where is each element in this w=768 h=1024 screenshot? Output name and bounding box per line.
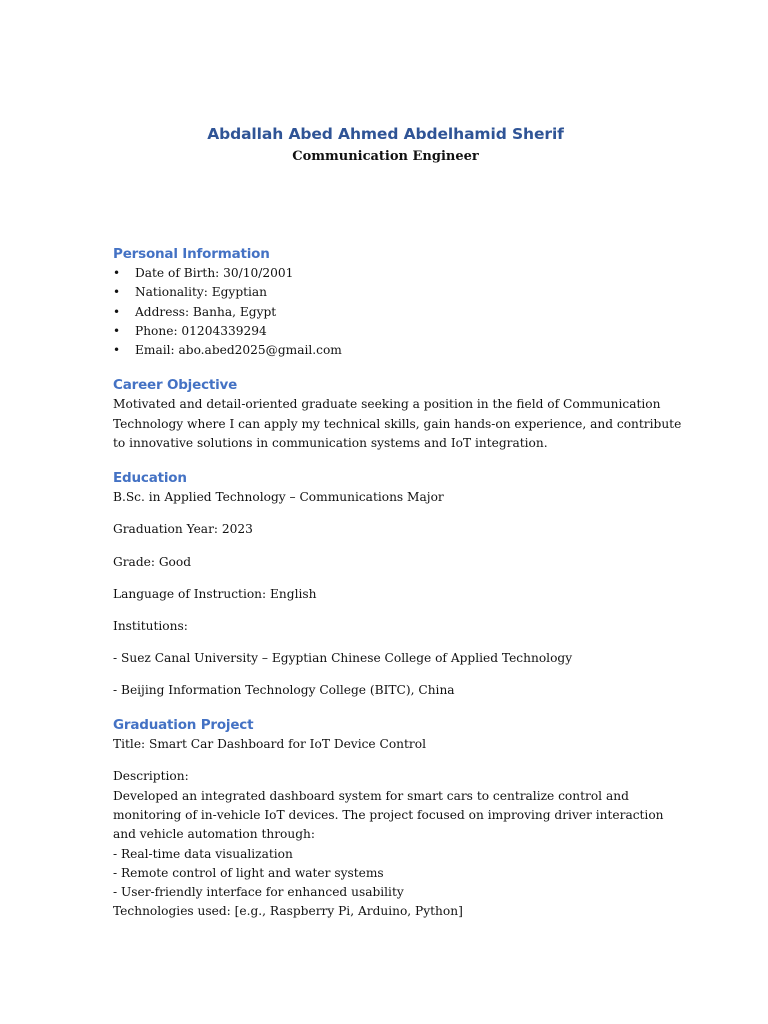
institution-item: - Suez Canal University – Egyptian Chinese College of Applied Technology: [113, 650, 573, 665]
description-line: and vehicle automation through:: [113, 827, 315, 842]
language-of-instruction: Language of Instruction: English: [113, 586, 317, 601]
education-heading: Education: [113, 470, 187, 487]
list-item: [113, 264, 658, 283]
spacer: [113, 168, 658, 244]
graduation-project-heading: Graduation Project: [113, 717, 254, 734]
email: Email: abo.abed2025@gmail.com: [135, 343, 342, 358]
nationality: Nationality: Egyptian: [135, 285, 268, 300]
list-item: [113, 283, 658, 302]
date-of-birth: Date of Birth: 30/10/2001: [135, 266, 294, 280]
candidate-name: Abdallah Abed Ahmed Abdelhamid Sherif: [207, 125, 564, 143]
resume-page: [113, 122, 682, 922]
list-item: [113, 303, 658, 322]
list-item: [113, 341, 658, 360]
bullet-icon: •: [113, 266, 121, 280]
bullet-icon: •: [113, 323, 121, 338]
career-objective-line: Motivated and detail-oriented graduate seeking a position in the field of Communication: [113, 397, 661, 412]
address: Address: Banha, Egypt: [135, 304, 277, 319]
bullet-icon: •: [113, 285, 121, 300]
description-line: - Real-time data visualization: [113, 846, 293, 861]
graduation-year: Graduation Year: 2023: [113, 522, 253, 537]
career-objective-heading: Career Objective: [113, 377, 238, 394]
personal-information-list: [113, 264, 658, 360]
description-line: - User-friendly interface for enhanced usability: [113, 885, 404, 900]
grade: Grade: Good: [113, 554, 192, 569]
job-title: Communication Engineer: [292, 149, 479, 164]
career-objective-line: Technology where I can apply my technical skills, gain hands-on experience, and contribute: [113, 416, 682, 431]
project-title: Title: Smart Car Dashboard for IoT Device Control: [113, 737, 426, 752]
technologies-used: Technologies used: [e.g., Raspberry Pi, Arduino, Python]: [113, 904, 463, 919]
description-line: Developed an integrated dashboard system for smart cars to centralize control and: [113, 788, 629, 803]
bullet-icon: •: [113, 304, 121, 319]
spacer: [113, 360, 658, 375]
personal-information-heading: Personal Information: [113, 246, 270, 262]
description-line: - Remote control of light and water systems: [113, 865, 384, 880]
list-item: [113, 322, 658, 341]
degree: B.Sc. in Applied Technology – Communications Major: [113, 490, 444, 505]
institutions-label: Institutions:: [113, 618, 188, 633]
description-label: Description:: [113, 769, 189, 784]
description-line: monitoring of in-vehicle IoT devices. The project focused on improving driver interaction: [113, 807, 664, 822]
spacer: [113, 700, 658, 715]
career-objective-line: to innovative solutions in communication systems and IoT integration.: [113, 436, 548, 451]
spacer: [113, 453, 658, 468]
institution-item: - Beijing Information Technology College (BITC), China: [113, 682, 455, 697]
bullet-icon: •: [113, 343, 121, 358]
phone: Phone: 01204339294: [135, 323, 267, 338]
